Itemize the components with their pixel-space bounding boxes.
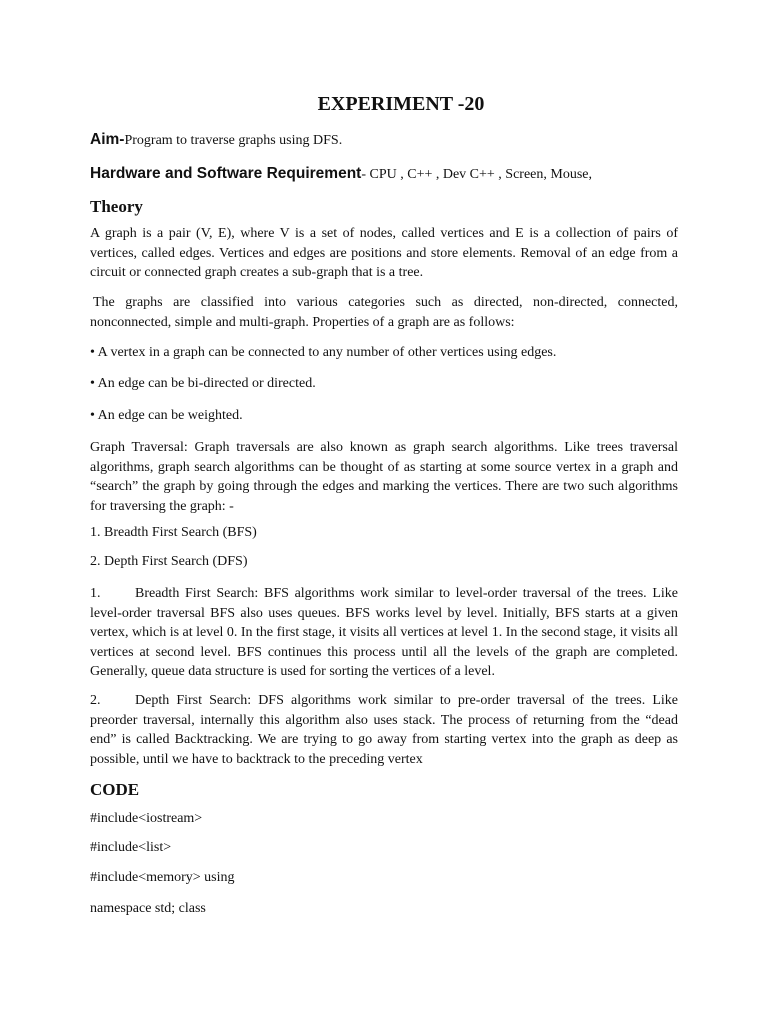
bfs-number: 1. xyxy=(90,586,101,601)
theory-paragraph-1: A graph is a pair (V, E), where V is a set of nodes, called vertices and E is a collection of pairs of vertices, called edges. Vertices and edges are positions and store elements. Removal of an edge from a circuit or connected graph creates a sub-graph that is a tree. xyxy=(90,226,678,280)
bullet-item: • A vertex in a graph can be connected to any number of other vertices using edges. xyxy=(90,345,557,360)
requirements-label: Hardware and Software Requirement xyxy=(90,165,362,182)
list-item: 1. Breadth First Search (BFS) xyxy=(90,525,257,540)
code-line: #include<memory> using xyxy=(90,870,235,885)
bullet-item: • An edge can be bi-directed or directed. xyxy=(90,376,316,391)
list-item: 2. Depth First Search (DFS) xyxy=(90,554,248,569)
aim-label: Aim- xyxy=(90,131,125,148)
requirements-line xyxy=(90,165,592,183)
aim-line xyxy=(90,131,342,149)
dfs-number: 2. xyxy=(90,693,101,708)
theory-paragraph-2: The graphs are classified into various categories such as directed, non-directed, connected, nonconnected, simple and multi-graph. Properties of a graph are as follows: xyxy=(90,295,678,330)
requirements-text: - CPU , C++ , Dev C++ , Screen, Mouse, xyxy=(361,167,593,182)
code-line: #include<iostream> xyxy=(90,811,203,826)
traversal-paragraph: Graph Traversal: Graph traversals are also known as graph search algorithms. Like trees traversal algorithms, graph search algorithms can be thought of as starting at some source vertex in a graph and “search” the graph by going through the edges and marking the vertices. There are two such algorithms for traversing the graph: - xyxy=(90,440,678,514)
code-heading: CODE xyxy=(90,780,140,799)
code-line: #include<list> xyxy=(90,840,172,855)
bfs-paragraph xyxy=(90,584,678,682)
dfs-text: Depth First Search: DFS algorithms work similar to pre-order traversal of the trees. Like preorder traversal, internally this algorithm also uses stack. The process of returning from the “dead end” is called Backtracking. We are trying to go away from starting vertex into the graph as deep as possible, until we have to backtrack to the preceding vertex xyxy=(90,693,678,767)
code-line: namespace std; class xyxy=(90,901,206,916)
experiment-title: EXPERIMENT -20 xyxy=(317,93,485,115)
theory-heading: Theory xyxy=(90,197,143,216)
bfs-text: Breadth First Search: BFS algorithms work similar to level-order traversal of the trees. Like level-order traversal BFS also uses queues. BFS works level by level. Initially, BFS starts at a given vertex, which is at level 0. In the first stage, it visits all vertices at level 1. In the second stage, it visits all vertices at second level. BFS continues this process until all the levels of the graph are completed. Generally, queue data structure is used for sorting the vertices of a level. xyxy=(90,586,678,679)
bullet-item: • An edge can be weighted. xyxy=(90,408,243,423)
dfs-paragraph xyxy=(90,691,678,769)
aim-text: Program to traverse graphs using DFS. xyxy=(124,133,343,148)
